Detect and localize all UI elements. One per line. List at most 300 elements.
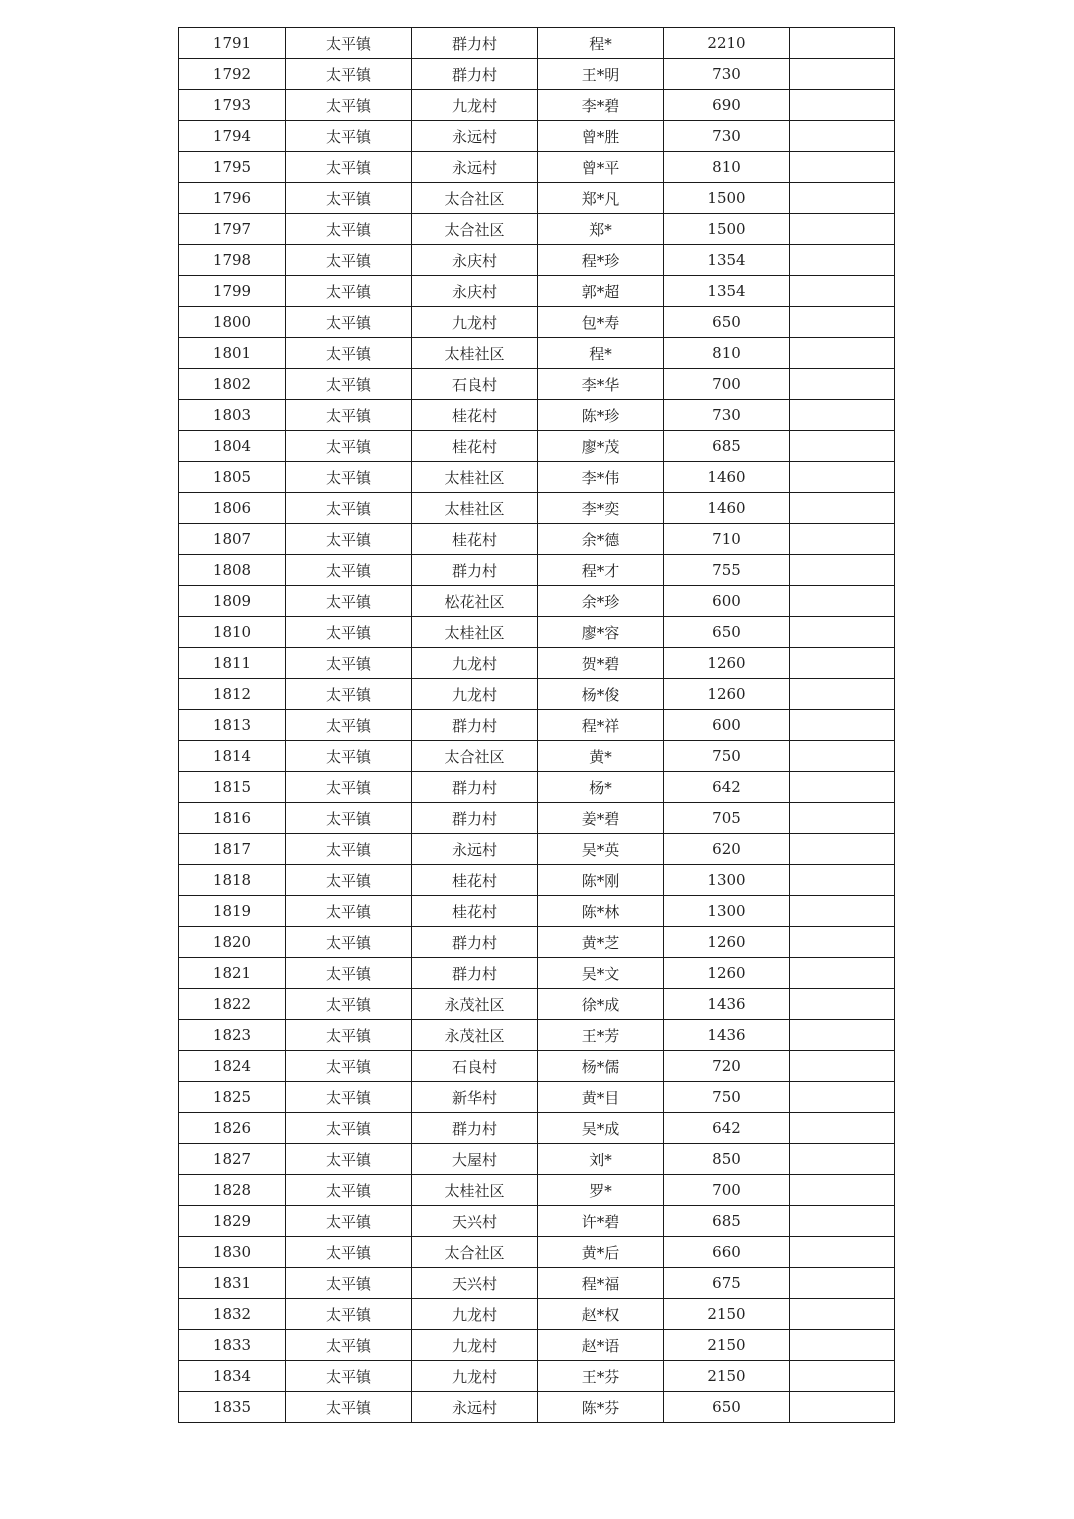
village-cell: 太桂社区 — [412, 462, 538, 493]
village-cell: 永茂社区 — [412, 1020, 538, 1051]
village-cell: 永庆村 — [412, 276, 538, 307]
table-row — [179, 679, 895, 710]
remark-cell — [790, 1268, 895, 1299]
town-cell: 太平镇 — [286, 245, 412, 276]
name-cell: 姜*碧 — [538, 803, 664, 834]
amount-cell: 1300 — [664, 865, 790, 896]
amount-cell: 755 — [664, 555, 790, 586]
table-row — [179, 710, 895, 741]
row-number-cell: 1829 — [179, 1206, 286, 1237]
row-number-cell: 1791 — [179, 28, 286, 59]
table-row — [179, 803, 895, 834]
town-cell: 太平镇 — [286, 555, 412, 586]
town-cell: 太平镇 — [286, 524, 412, 555]
village-cell: 大屋村 — [412, 1144, 538, 1175]
remark-cell — [790, 90, 895, 121]
table-row — [179, 1206, 895, 1237]
village-cell: 石良村 — [412, 369, 538, 400]
town-cell: 太平镇 — [286, 1237, 412, 1268]
remark-cell — [790, 772, 895, 803]
village-cell: 太桂社区 — [412, 617, 538, 648]
village-cell: 群力村 — [412, 772, 538, 803]
table-row — [179, 1051, 895, 1082]
row-number-cell: 1811 — [179, 648, 286, 679]
town-cell: 太平镇 — [286, 1175, 412, 1206]
village-cell: 石良村 — [412, 1051, 538, 1082]
name-cell: 赵*语 — [538, 1330, 664, 1361]
name-cell: 黄*目 — [538, 1082, 664, 1113]
name-cell: 陈*珍 — [538, 400, 664, 431]
town-cell: 太平镇 — [286, 152, 412, 183]
remark-cell — [790, 183, 895, 214]
amount-cell: 685 — [664, 431, 790, 462]
table-row — [179, 1392, 895, 1423]
village-cell: 桂花村 — [412, 400, 538, 431]
remark-cell — [790, 1206, 895, 1237]
name-cell: 吴*文 — [538, 958, 664, 989]
name-cell: 陈*林 — [538, 896, 664, 927]
remark-cell — [790, 1113, 895, 1144]
table-row — [179, 1082, 895, 1113]
row-number-cell: 1818 — [179, 865, 286, 896]
amount-cell: 1460 — [664, 462, 790, 493]
table-row — [179, 989, 895, 1020]
name-cell: 王*芳 — [538, 1020, 664, 1051]
village-cell: 永远村 — [412, 834, 538, 865]
table-row — [179, 121, 895, 152]
name-cell: 杨*儒 — [538, 1051, 664, 1082]
row-number-cell: 1831 — [179, 1268, 286, 1299]
remark-cell — [790, 462, 895, 493]
row-number-cell: 1812 — [179, 679, 286, 710]
town-cell: 太平镇 — [286, 617, 412, 648]
town-cell: 太平镇 — [286, 772, 412, 803]
amount-cell: 1436 — [664, 989, 790, 1020]
town-cell: 太平镇 — [286, 586, 412, 617]
remark-cell — [790, 834, 895, 865]
amount-cell: 2150 — [664, 1299, 790, 1330]
remark-cell — [790, 524, 895, 555]
row-number-cell: 1826 — [179, 1113, 286, 1144]
name-cell: 包*寿 — [538, 307, 664, 338]
row-number-cell: 1827 — [179, 1144, 286, 1175]
remark-cell — [790, 710, 895, 741]
row-number-cell: 1830 — [179, 1237, 286, 1268]
table-row — [179, 617, 895, 648]
roster-table-body — [179, 28, 895, 1423]
row-number-cell: 1828 — [179, 1175, 286, 1206]
name-cell: 程*才 — [538, 555, 664, 586]
remark-cell — [790, 1082, 895, 1113]
town-cell: 太平镇 — [286, 1299, 412, 1330]
village-cell: 九龙村 — [412, 1330, 538, 1361]
village-cell: 永庆村 — [412, 245, 538, 276]
village-cell: 永茂社区 — [412, 989, 538, 1020]
table-row — [179, 245, 895, 276]
row-number-cell: 1824 — [179, 1051, 286, 1082]
town-cell: 太平镇 — [286, 710, 412, 741]
amount-cell: 750 — [664, 1082, 790, 1113]
amount-cell: 1300 — [664, 896, 790, 927]
remark-cell — [790, 152, 895, 183]
town-cell: 太平镇 — [286, 803, 412, 834]
town-cell: 太平镇 — [286, 927, 412, 958]
town-cell: 太平镇 — [286, 214, 412, 245]
row-number-cell: 1800 — [179, 307, 286, 338]
table-row — [179, 493, 895, 524]
remark-cell — [790, 989, 895, 1020]
town-cell: 太平镇 — [286, 679, 412, 710]
town-cell: 太平镇 — [286, 1051, 412, 1082]
town-cell: 太平镇 — [286, 741, 412, 772]
town-cell: 太平镇 — [286, 462, 412, 493]
name-cell: 李*碧 — [538, 90, 664, 121]
village-cell: 九龙村 — [412, 90, 538, 121]
remark-cell — [790, 1361, 895, 1392]
row-number-cell: 1806 — [179, 493, 286, 524]
name-cell: 郑* — [538, 214, 664, 245]
name-cell: 吴*成 — [538, 1113, 664, 1144]
town-cell: 太平镇 — [286, 1082, 412, 1113]
table-row — [179, 1175, 895, 1206]
table-row — [179, 586, 895, 617]
row-number-cell: 1821 — [179, 958, 286, 989]
village-cell: 永远村 — [412, 1392, 538, 1423]
amount-cell: 700 — [664, 1175, 790, 1206]
amount-cell: 1354 — [664, 276, 790, 307]
remark-cell — [790, 555, 895, 586]
remark-cell — [790, 1175, 895, 1206]
remark-cell — [790, 679, 895, 710]
name-cell: 杨*俊 — [538, 679, 664, 710]
remark-cell — [790, 493, 895, 524]
table-row — [179, 896, 895, 927]
town-cell: 太平镇 — [286, 1144, 412, 1175]
name-cell: 曾*胜 — [538, 121, 664, 152]
remark-cell — [790, 1299, 895, 1330]
name-cell: 刘* — [538, 1144, 664, 1175]
amount-cell: 1260 — [664, 958, 790, 989]
town-cell: 太平镇 — [286, 121, 412, 152]
row-number-cell: 1801 — [179, 338, 286, 369]
village-cell: 太桂社区 — [412, 338, 538, 369]
amount-cell: 2150 — [664, 1330, 790, 1361]
remark-cell — [790, 896, 895, 927]
table-row — [179, 865, 895, 896]
row-number-cell: 1798 — [179, 245, 286, 276]
amount-cell: 730 — [664, 400, 790, 431]
row-number-cell: 1809 — [179, 586, 286, 617]
table-row — [179, 59, 895, 90]
village-cell: 永远村 — [412, 152, 538, 183]
table-row — [179, 1330, 895, 1361]
remark-cell — [790, 1330, 895, 1361]
table-row — [179, 1237, 895, 1268]
amount-cell: 850 — [664, 1144, 790, 1175]
row-number-cell: 1819 — [179, 896, 286, 927]
table-row — [179, 648, 895, 679]
row-number-cell: 1802 — [179, 369, 286, 400]
table-row — [179, 369, 895, 400]
remark-cell — [790, 338, 895, 369]
town-cell: 太平镇 — [286, 865, 412, 896]
name-cell: 程*祥 — [538, 710, 664, 741]
town-cell: 太平镇 — [286, 307, 412, 338]
amount-cell: 660 — [664, 1237, 790, 1268]
remark-cell — [790, 307, 895, 338]
remark-cell — [790, 214, 895, 245]
amount-cell: 810 — [664, 152, 790, 183]
remark-cell — [790, 865, 895, 896]
row-number-cell: 1795 — [179, 152, 286, 183]
town-cell: 太平镇 — [286, 958, 412, 989]
amount-cell: 705 — [664, 803, 790, 834]
town-cell: 太平镇 — [286, 1361, 412, 1392]
name-cell: 余*德 — [538, 524, 664, 555]
amount-cell: 620 — [664, 834, 790, 865]
village-cell: 太桂社区 — [412, 493, 538, 524]
amount-cell: 650 — [664, 617, 790, 648]
table-row — [179, 772, 895, 803]
name-cell: 余*珍 — [538, 586, 664, 617]
table-row — [179, 834, 895, 865]
amount-cell: 650 — [664, 1392, 790, 1423]
row-number-cell: 1792 — [179, 59, 286, 90]
name-cell: 程* — [538, 28, 664, 59]
remark-cell — [790, 431, 895, 462]
village-cell: 群力村 — [412, 710, 538, 741]
row-number-cell: 1835 — [179, 1392, 286, 1423]
table-row — [179, 400, 895, 431]
name-cell: 黄* — [538, 741, 664, 772]
table-row — [179, 1144, 895, 1175]
table-row — [179, 1020, 895, 1051]
remark-cell — [790, 648, 895, 679]
remark-cell — [790, 369, 895, 400]
name-cell: 陈*芬 — [538, 1392, 664, 1423]
amount-cell: 1260 — [664, 648, 790, 679]
town-cell: 太平镇 — [286, 1392, 412, 1423]
town-cell: 太平镇 — [286, 1330, 412, 1361]
amount-cell: 675 — [664, 1268, 790, 1299]
table-row — [179, 307, 895, 338]
village-cell: 群力村 — [412, 1113, 538, 1144]
name-cell: 廖*茂 — [538, 431, 664, 462]
remark-cell — [790, 121, 895, 152]
amount-cell: 700 — [664, 369, 790, 400]
remark-cell — [790, 1144, 895, 1175]
name-cell: 程*珍 — [538, 245, 664, 276]
amount-cell: 1500 — [664, 183, 790, 214]
town-cell: 太平镇 — [286, 493, 412, 524]
town-cell: 太平镇 — [286, 400, 412, 431]
town-cell: 太平镇 — [286, 834, 412, 865]
row-number-cell: 1813 — [179, 710, 286, 741]
row-number-cell: 1817 — [179, 834, 286, 865]
row-number-cell: 1815 — [179, 772, 286, 803]
remark-cell — [790, 586, 895, 617]
amount-cell: 650 — [664, 307, 790, 338]
town-cell: 太平镇 — [286, 59, 412, 90]
town-cell: 太平镇 — [286, 90, 412, 121]
amount-cell: 750 — [664, 741, 790, 772]
row-number-cell: 1796 — [179, 183, 286, 214]
table-row — [179, 1113, 895, 1144]
table-row — [179, 338, 895, 369]
row-number-cell: 1814 — [179, 741, 286, 772]
amount-cell: 685 — [664, 1206, 790, 1237]
table-row — [179, 431, 895, 462]
row-number-cell: 1803 — [179, 400, 286, 431]
village-cell: 永远村 — [412, 121, 538, 152]
row-number-cell: 1832 — [179, 1299, 286, 1330]
amount-cell: 690 — [664, 90, 790, 121]
town-cell: 太平镇 — [286, 183, 412, 214]
remark-cell — [790, 400, 895, 431]
name-cell: 程*福 — [538, 1268, 664, 1299]
table-row — [179, 1361, 895, 1392]
name-cell: 李*华 — [538, 369, 664, 400]
village-cell: 天兴村 — [412, 1206, 538, 1237]
row-number-cell: 1797 — [179, 214, 286, 245]
table-row — [179, 214, 895, 245]
town-cell: 太平镇 — [286, 276, 412, 307]
remark-cell — [790, 276, 895, 307]
name-cell: 王*明 — [538, 59, 664, 90]
amount-cell: 1260 — [664, 679, 790, 710]
amount-cell: 1260 — [664, 927, 790, 958]
row-number-cell: 1799 — [179, 276, 286, 307]
village-cell: 太合社区 — [412, 1237, 538, 1268]
village-cell: 桂花村 — [412, 896, 538, 927]
town-cell: 太平镇 — [286, 28, 412, 59]
table-row — [179, 927, 895, 958]
name-cell: 郑*凡 — [538, 183, 664, 214]
row-number-cell: 1823 — [179, 1020, 286, 1051]
name-cell: 陈*刚 — [538, 865, 664, 896]
name-cell: 程* — [538, 338, 664, 369]
remark-cell — [790, 59, 895, 90]
name-cell: 罗* — [538, 1175, 664, 1206]
remark-cell — [790, 617, 895, 648]
town-cell: 太平镇 — [286, 989, 412, 1020]
town-cell: 太平镇 — [286, 896, 412, 927]
amount-cell: 600 — [664, 586, 790, 617]
name-cell: 李*奕 — [538, 493, 664, 524]
town-cell: 太平镇 — [286, 338, 412, 369]
town-cell: 太平镇 — [286, 1020, 412, 1051]
village-cell: 群力村 — [412, 59, 538, 90]
village-cell: 群力村 — [412, 927, 538, 958]
table-row — [179, 741, 895, 772]
row-number-cell: 1833 — [179, 1330, 286, 1361]
amount-cell: 810 — [664, 338, 790, 369]
table-row — [179, 152, 895, 183]
name-cell: 廖*容 — [538, 617, 664, 648]
table-row — [179, 183, 895, 214]
remark-cell — [790, 958, 895, 989]
row-number-cell: 1822 — [179, 989, 286, 1020]
table-row — [179, 462, 895, 493]
table-row — [179, 524, 895, 555]
village-cell: 太合社区 — [412, 183, 538, 214]
amount-cell: 730 — [664, 121, 790, 152]
amount-cell: 1500 — [664, 214, 790, 245]
town-cell: 太平镇 — [286, 1268, 412, 1299]
amount-cell: 720 — [664, 1051, 790, 1082]
village-cell: 九龙村 — [412, 1361, 538, 1392]
village-cell: 桂花村 — [412, 431, 538, 462]
town-cell: 太平镇 — [286, 1206, 412, 1237]
name-cell: 王*芬 — [538, 1361, 664, 1392]
table-row — [179, 1268, 895, 1299]
amount-cell: 642 — [664, 772, 790, 803]
village-cell: 太合社区 — [412, 214, 538, 245]
village-cell: 九龙村 — [412, 679, 538, 710]
town-cell: 太平镇 — [286, 369, 412, 400]
name-cell: 黄*后 — [538, 1237, 664, 1268]
row-number-cell: 1834 — [179, 1361, 286, 1392]
remark-cell — [790, 741, 895, 772]
row-number-cell: 1825 — [179, 1082, 286, 1113]
village-cell: 松花社区 — [412, 586, 538, 617]
row-number-cell: 1793 — [179, 90, 286, 121]
amount-cell: 1354 — [664, 245, 790, 276]
amount-cell: 710 — [664, 524, 790, 555]
row-number-cell: 1794 — [179, 121, 286, 152]
town-cell: 太平镇 — [286, 431, 412, 462]
name-cell: 曾*平 — [538, 152, 664, 183]
town-cell: 太平镇 — [286, 648, 412, 679]
remark-cell — [790, 1237, 895, 1268]
table-row — [179, 555, 895, 586]
name-cell: 徐*成 — [538, 989, 664, 1020]
name-cell: 许*碧 — [538, 1206, 664, 1237]
row-number-cell: 1807 — [179, 524, 286, 555]
row-number-cell: 1804 — [179, 431, 286, 462]
village-cell: 九龙村 — [412, 648, 538, 679]
remark-cell — [790, 803, 895, 834]
village-cell: 九龙村 — [412, 307, 538, 338]
row-number-cell: 1810 — [179, 617, 286, 648]
amount-cell: 2150 — [664, 1361, 790, 1392]
remark-cell — [790, 1392, 895, 1423]
table-row — [179, 958, 895, 989]
amount-cell: 2210 — [664, 28, 790, 59]
name-cell: 贺*碧 — [538, 648, 664, 679]
amount-cell: 1460 — [664, 493, 790, 524]
village-cell: 太合社区 — [412, 741, 538, 772]
name-cell: 黄*芝 — [538, 927, 664, 958]
village-cell: 群力村 — [412, 555, 538, 586]
town-cell: 太平镇 — [286, 1113, 412, 1144]
table-row — [179, 276, 895, 307]
amount-cell: 1436 — [664, 1020, 790, 1051]
remark-cell — [790, 1020, 895, 1051]
village-cell: 群力村 — [412, 958, 538, 989]
village-cell: 太桂社区 — [412, 1175, 538, 1206]
remark-cell — [790, 28, 895, 59]
village-cell: 九龙村 — [412, 1299, 538, 1330]
name-cell: 吴*英 — [538, 834, 664, 865]
row-number-cell: 1805 — [179, 462, 286, 493]
amount-cell: 730 — [664, 59, 790, 90]
name-cell: 郭*超 — [538, 276, 664, 307]
village-cell: 群力村 — [412, 28, 538, 59]
row-number-cell: 1820 — [179, 927, 286, 958]
row-number-cell: 1808 — [179, 555, 286, 586]
amount-cell: 600 — [664, 710, 790, 741]
